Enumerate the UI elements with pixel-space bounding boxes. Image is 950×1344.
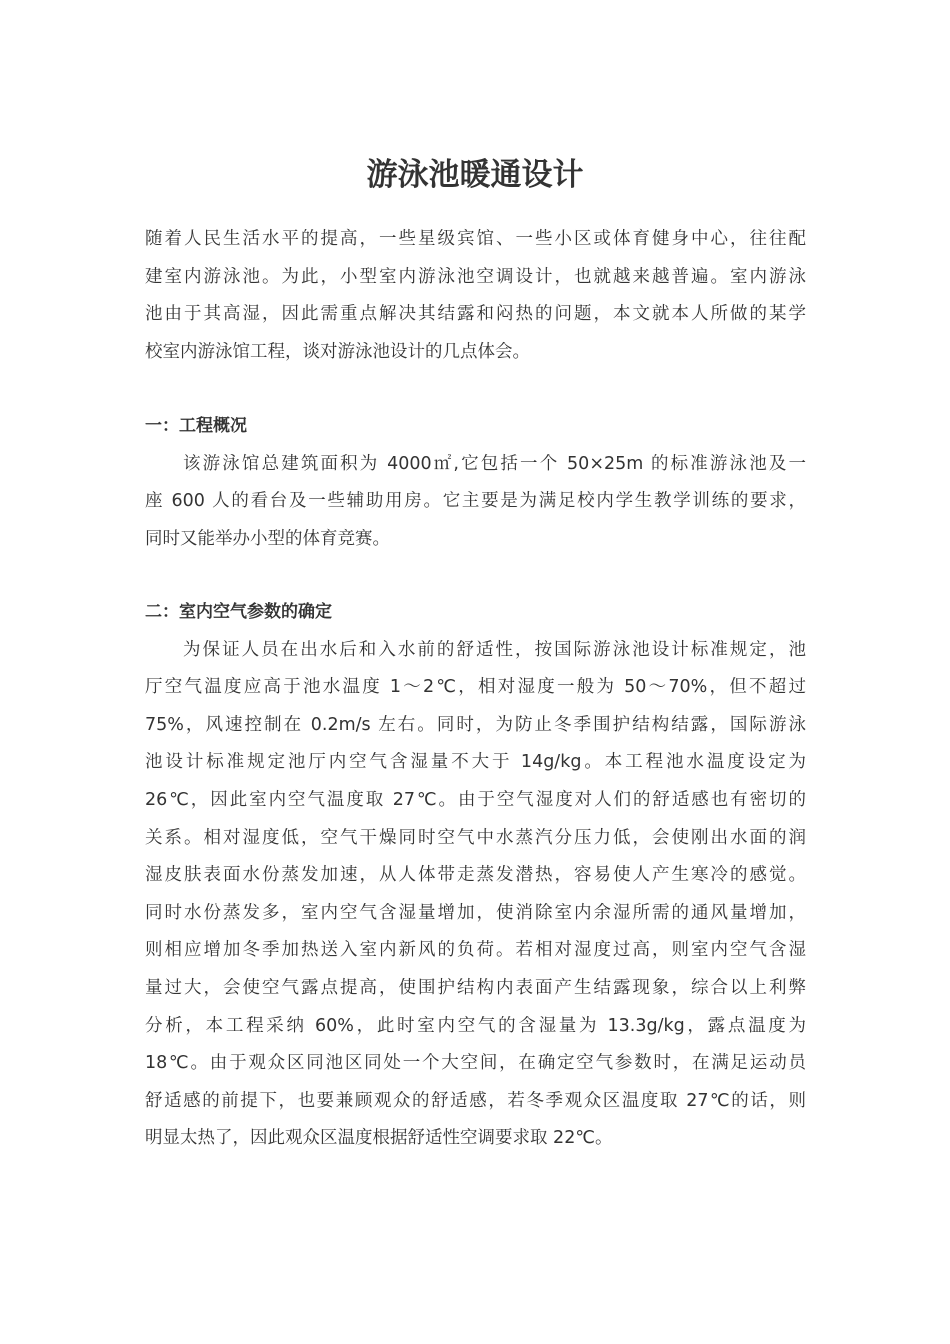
text-line: 建室内游泳池。为此，小型室内游泳池空调设计，也就越来越普遍。室内游泳 <box>145 266 806 287</box>
text-line: 同时水份蒸发多，室内空气含湿量增加，使消除室内余湿所需的通风量增加， <box>145 902 806 923</box>
text-line: 则相应增加冬季加热送入室内新风的负荷。若相对湿度过高，则室内空气含湿 <box>145 940 806 961</box>
text-line: 关系。相对湿度低，空气干燥同时空气中水蒸汽分压力低，会使刚出水面的润 <box>145 827 806 848</box>
text-line: 同时又能举办小型的体育竞赛。 <box>145 528 390 549</box>
text-line: 量过大，会使空气露点提高，使围护结构内表面产生结露现象，综合以上利弊 <box>145 977 806 998</box>
text-line: 75%，风速控制在 0.2m/s 左右。同时，为防止冬季围护结构结露，国际游泳 <box>145 714 806 735</box>
text-line: 湿皮肤表面水份蒸发加速，从人体带走蒸发潜热，容易使人产生寒冷的感觉。 <box>145 865 806 886</box>
text-line: 为保证人员在出水后和入水前的舒适性，按国际游泳池设计标准规定，池 <box>183 639 806 660</box>
text-line: 明显太热了，因此观众区温度根据舒适性空调要求取 22℃。 <box>145 1128 613 1149</box>
section-1 <box>145 408 806 558</box>
text-line: 池设计标准规定池厅内空气含湿量不大于 14g/kg。本工程池水温度设定为 <box>145 752 806 773</box>
text-line: 厅空气温度应高于池水温度 1～2℃，相对湿度一般为 50～70%，但不超过 <box>145 677 806 698</box>
section-heading: 一：工程概况 <box>145 416 247 436</box>
section-heading: 二：室内空气参数的确定 <box>145 602 332 622</box>
text-line: 舒适感的前提下，也要兼顾观众的舒适感，若冬季观众区温度取 27℃的话，则 <box>145 1090 806 1111</box>
text-line: 18℃。由于观众区同池区同处一个大空间，在确定空气参数时，在满足运动员 <box>145 1053 806 1074</box>
document-title: 游泳池暖通设计 <box>366 156 584 193</box>
section-2 <box>145 594 806 1158</box>
text-line: 26℃，因此室内空气温度取 27℃。由于空气湿度对人们的舒适感也有密切的 <box>145 789 806 810</box>
text-line: 分析，本工程采纳 60%，此时室内空气的含湿量为 13.3g/kg，露点温度为 <box>145 1015 806 1036</box>
intro-paragraph <box>145 221 806 371</box>
text-line: 池由于其高湿，因此需重点解决其结露和闷热的问题，本文就本人所做的某学 <box>145 304 806 325</box>
text-line: 校室内游泳馆工程，谈对游泳池设计的几点体会。 <box>145 341 530 362</box>
text-line: 该游泳馆总建筑面积为 4000㎡,它包括一个 50×25m 的标准游泳池及一 <box>183 453 806 474</box>
text-line: 随着人民生活水平的提高，一些星级宾馆、一些小区或体育健身中心，往往配 <box>145 229 806 249</box>
text-line: 座 600 人的看台及一些辅助用房。它主要是为满足校内学生教学训练的要求， <box>145 491 806 512</box>
